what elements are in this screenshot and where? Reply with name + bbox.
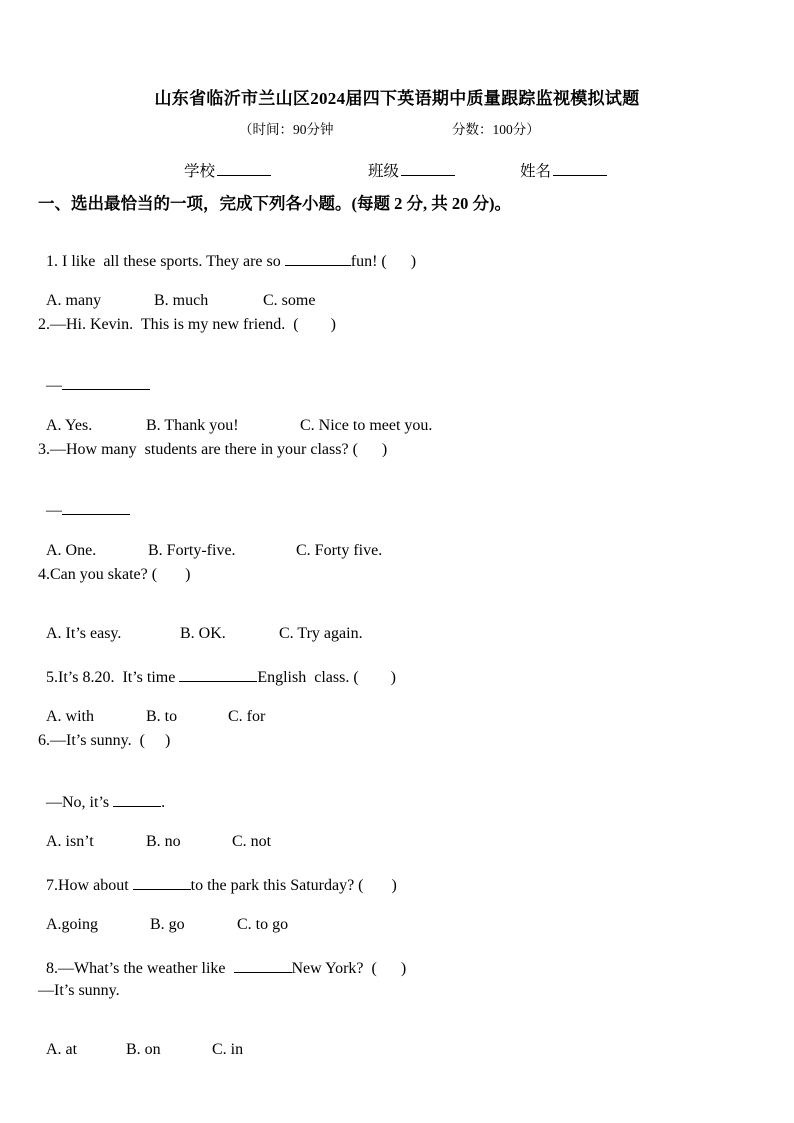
q1-text-post: fun! ( ) (350, 253, 417, 270)
q1-option-c[interactable]: C. some (263, 292, 316, 309)
question-1 (38, 233, 416, 271)
q5-blank[interactable] (179, 667, 257, 682)
q3-options (38, 524, 382, 560)
q1-blank[interactable] (285, 251, 351, 266)
q4-option-b[interactable]: B. OK. (180, 625, 226, 642)
q3-option-a[interactable]: A. One. (46, 542, 97, 559)
exam-time: （时间：90分钟 (239, 122, 334, 137)
q1-option-a[interactable]: A. many (46, 292, 102, 309)
q6-reply-pre: —No, it’s (46, 794, 114, 811)
q2-option-c[interactable]: C. Nice to meet you. (300, 417, 433, 434)
exam-title: 山东省临沂市兰山区2024届四下英语期中质量跟踪监视模拟试题 (154, 89, 640, 108)
q8-reply: —It’s sunny. (38, 982, 120, 999)
q1-options (38, 274, 315, 310)
q8-text-pre: 8.—What’s the weather like (46, 960, 234, 977)
q3-reply-dash: — (46, 502, 62, 519)
q2-reply-dash: — (46, 377, 62, 394)
q2-options (38, 399, 432, 435)
q6-reply (38, 774, 165, 812)
q3-option-b[interactable]: B. Forty-five. (148, 542, 236, 559)
question-5 (38, 649, 396, 687)
q6-option-b[interactable]: B. no (146, 833, 181, 850)
q4-option-a[interactable]: A. It’s easy. (46, 625, 122, 642)
q7-text-post: to the park this Saturday? ( ) (190, 877, 397, 894)
q5-option-a[interactable]: A. with (46, 708, 94, 725)
class-field (368, 159, 455, 181)
q5-option-c[interactable]: C. for (228, 708, 266, 725)
q6-option-c[interactable]: C. not (232, 833, 272, 850)
q7-blank[interactable] (133, 875, 191, 890)
section-heading: 一、选出最恰当的一项，完成下列各小题。(每题 2 分, 共 20 分)。 (38, 194, 511, 213)
name-label: 姓名 (520, 163, 552, 180)
name-blank[interactable] (553, 161, 607, 176)
q8-text-post: New York? ( ) (291, 960, 407, 977)
class-label: 班级 (368, 163, 400, 180)
q8-option-a[interactable]: A. at (46, 1041, 78, 1058)
q8-blank[interactable] (234, 958, 292, 973)
q2-option-b[interactable]: B. Thank you! (146, 417, 239, 434)
q7-text-pre: 7.How about (46, 877, 133, 894)
q4-options (38, 607, 363, 643)
q5-option-b[interactable]: B. to (146, 708, 178, 725)
school-blank[interactable] (217, 161, 271, 176)
name-field (520, 159, 607, 181)
q6-reply-blank[interactable] (113, 792, 161, 807)
question-4: 4.Can you skate? ( ) (38, 566, 191, 583)
q2-option-a[interactable]: A. Yes. (46, 417, 93, 434)
q7-options (38, 898, 288, 934)
question-6: 6.—It’s sunny. ( ) (38, 732, 171, 749)
q8-option-c[interactable]: C. in (212, 1041, 244, 1058)
q1-text-pre: 1. I like all these sports. They are so (46, 253, 285, 270)
school-field (184, 159, 271, 181)
q7-option-b[interactable]: B. go (150, 916, 185, 933)
question-7 (38, 857, 397, 895)
school-label: 学校 (184, 163, 216, 180)
q3-reply (38, 482, 130, 520)
q7-option-a[interactable]: A.going (46, 916, 98, 933)
q5-text-post: English class. ( ) (257, 669, 396, 686)
question-3: 3.—How many students are there in your class? ( ) (38, 441, 388, 458)
question-2: 2.—Hi. Kevin. This is my new friend. ( ) (38, 316, 336, 333)
q2-reply-blank[interactable] (62, 375, 150, 390)
q8-option-b[interactable]: B. on (126, 1041, 161, 1058)
q3-option-c[interactable]: C. Forty five. (296, 542, 383, 559)
q5-options (38, 690, 265, 726)
q3-reply-blank[interactable] (62, 500, 130, 515)
q2-reply (38, 357, 150, 395)
class-blank[interactable] (401, 161, 455, 176)
q8-options (38, 1023, 243, 1059)
q6-option-a[interactable]: A. isn’t (46, 833, 94, 850)
q7-option-c[interactable]: C. to go (237, 916, 289, 933)
q6-options (38, 815, 271, 851)
exam-score: 分数：100分） (452, 122, 540, 137)
q5-text-pre: 5.It’s 8.20. It’s time (46, 669, 180, 686)
q4-option-c[interactable]: C. Try again. (279, 625, 363, 642)
question-8 (38, 940, 406, 978)
q1-option-b[interactable]: B. much (154, 292, 209, 309)
q6-reply-post: . (161, 794, 166, 811)
